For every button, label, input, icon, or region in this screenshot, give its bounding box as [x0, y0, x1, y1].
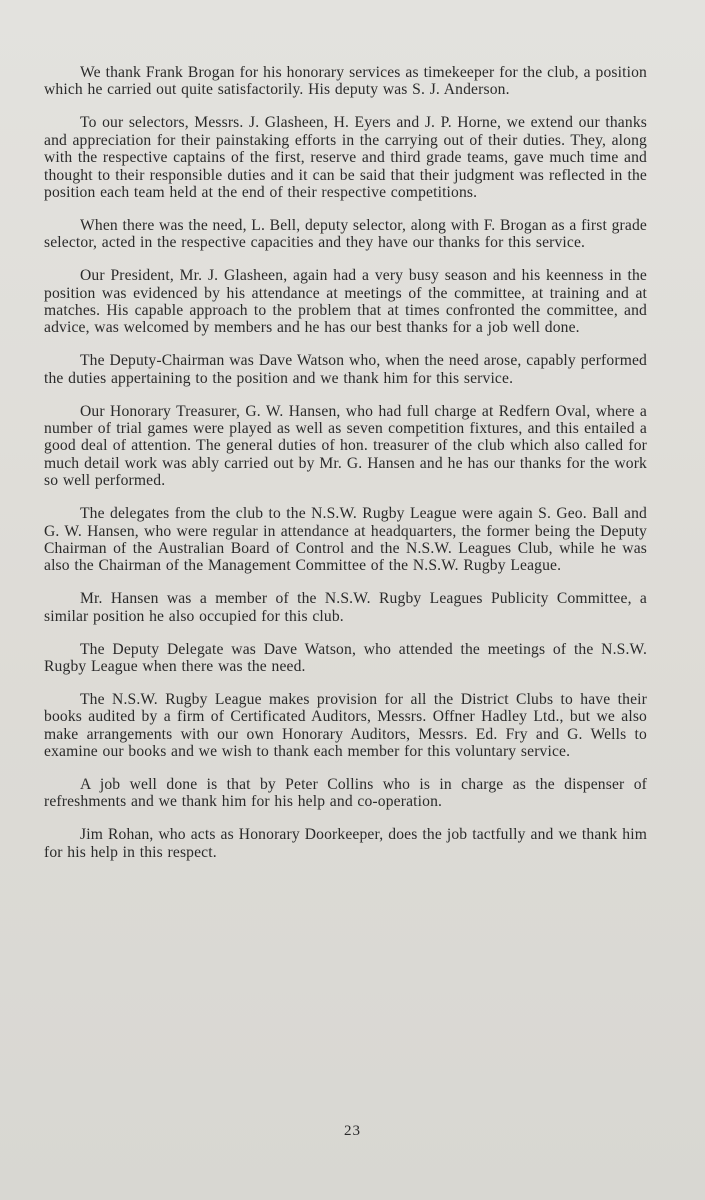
paragraph-refreshments: A job well done is that by Peter Collins who is in charge as the dispenser of refreshments and we thank him for his help and co-operation.	[44, 776, 647, 811]
paragraph-deputy-delegate: The Deputy Delegate was Dave Watson, who attended the meetings of the N.S.W. Rugby League when there was the need.	[44, 640, 647, 675]
paragraph-timekeeper: We thank Frank Brogan for his honorary services as timekeeper for the club, a position which he carried out quite satisfactorily. His deputy was S. J. Anderson.	[44, 64, 647, 99]
paragraph-delegates: The delegates from the club to the N.S.W. Rugby League were again S. Geo. Ball and G. W. Hansen, who were regular in attendance at headquarters, the former being the Deputy Chairman of the Australian Board of Control and the N.S.W. Leagues Club, while he was also the Chairman of the Management Committee of the N.S.W. Rugby League.	[44, 505, 647, 575]
paragraph-deputy-selector: When there was the need, L. Bell, deputy selector, along with F. Brogan as a first grade selector, acted in the respective capacities and they have our thanks for this service.	[44, 216, 647, 252]
paragraph-doorkeeper: Jim Rohan, who acts as Honorary Doorkeeper, does the job tactfully and we thank him for his help in this respect.	[44, 826, 647, 861]
paragraph-selectors: To our selectors, Messrs. J. Glasheen, H. Eyers and J. P. Horne, we extend our thanks and appreciation for their painstaking efforts in the carrying out of their duties. They, along with the respective captains of the first, reserve and third grade teams, gave much time and thought to their responsible duties and it can be said that their judgment was reflected in the position each team held at the end of their respective competitions.	[44, 114, 647, 201]
paragraph-auditors: The N.S.W. Rugby League makes provision for all the District Clubs to have their books audited by a firm of Certificated Auditors, Messrs. Offner Hadley Ltd., but we also make arrangements with our own Honorary Auditors, Messrs. Ed. Fry and G. Wells to examine our books and we wish to thank each member for this voluntary service.	[44, 690, 647, 761]
paragraph-publicity-committee: Mr. Hansen was a member of the N.S.W. Rugby Leagues Publicity Committee, a similar position he also occupied for this club.	[44, 590, 647, 625]
paragraph-president: Our President, Mr. J. Glasheen, again had a very busy season and his keenness in the position was evidenced by his attendance at meetings of the committee, at training and at matches. His capable approach to the problem that at times confronted the committee, and advice, was welcomed by members and he has our best thanks for a job well done.	[44, 267, 647, 337]
paragraph-deputy-chairman: The Deputy-Chairman was Dave Watson who, when the need arose, capably performed the duties appertaining to the position and we thank him for this service.	[44, 352, 647, 387]
page-number: 23	[344, 1123, 361, 1139]
paragraph-treasurer: Our Honorary Treasurer, G. W. Hansen, who had full charge at Redfern Oval, where a number of trial games were played as well as seven competition fixtures, and this entailed a good deal of attention. The general duties of hon. treasurer of the club which also called for much detail work was ably carried out by Mr. G. Hansen and he has our thanks for the work so well performed.	[44, 402, 647, 490]
